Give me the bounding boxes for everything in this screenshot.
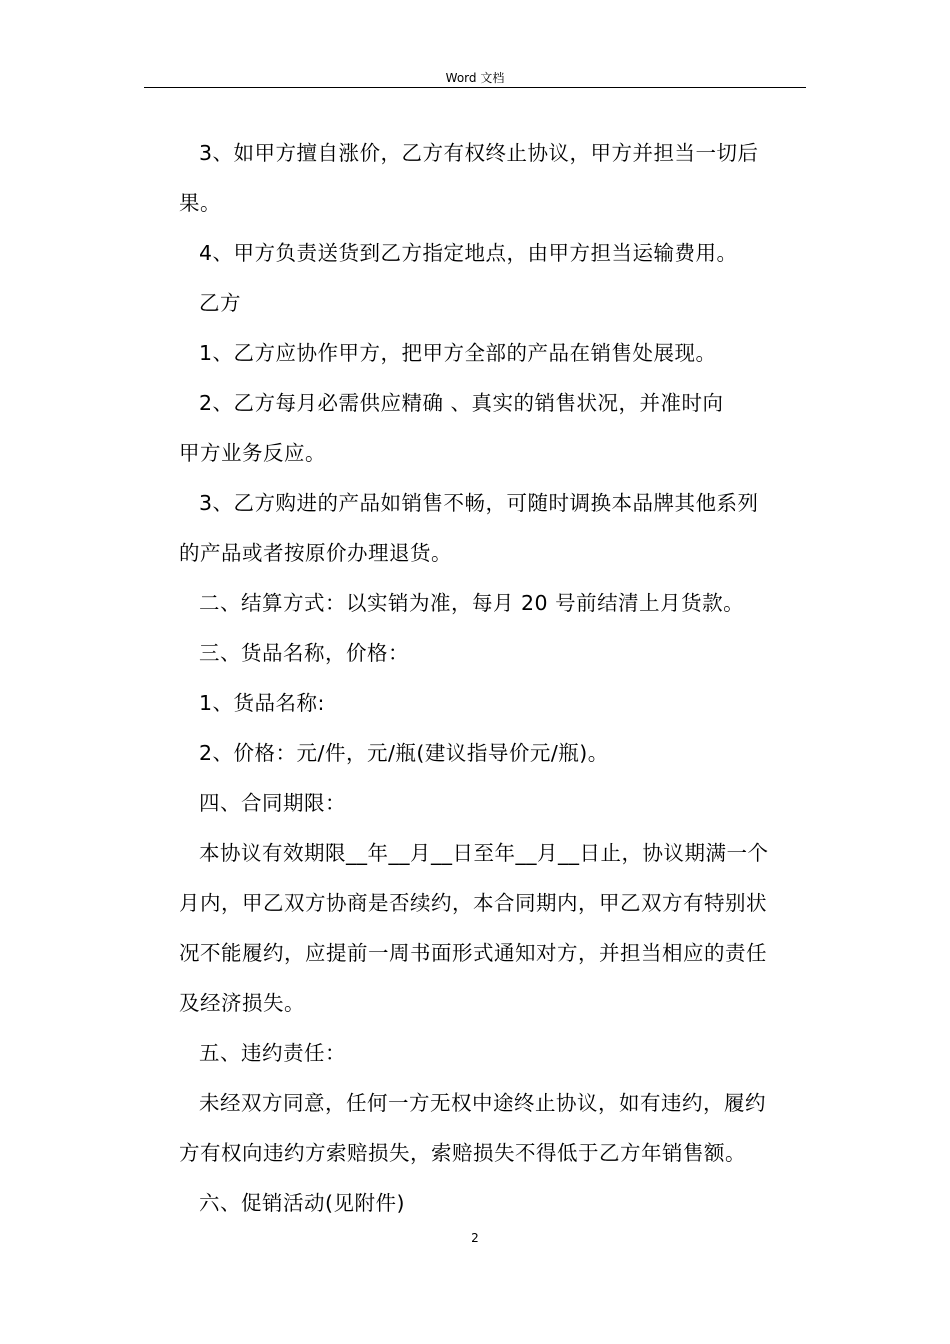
page-number: 2 [471,1231,479,1245]
paragraph-line: 3、乙方购进的产品如销售不畅，可随时调换本品牌其他系列 [199,491,759,515]
paragraph-line: 1、货品名称: [199,691,325,715]
paragraph-line: 甲方业务反应。 [179,441,326,465]
paragraph-line: 乙方 [199,291,241,315]
paragraph-line: 2、乙方每月必需供应精确 、真实的销售状况，并准时向 [199,391,724,415]
paragraph-line: 2、价格：元/件，元/瓶(建议指导价元/瓶)。 [199,741,609,765]
paragraph-line: 3、如甲方擅自涨价，乙方有权终止协议，甲方并担当一切后 [199,141,759,165]
paragraph-line: 方有权向违约方索赔损失，索赔损失不得低于乙方年销售额。 [179,1141,746,1165]
paragraph-line: 的产品或者按原价办理退货。 [179,541,452,565]
paragraph-line: 三、货品名称，价格： [199,641,409,665]
paragraph-line: 二、结算方式：以实销为准，每月 20 号前结清上月货款。 [199,591,745,615]
paragraph-line: 果。 [179,191,221,215]
header-divider [144,87,806,88]
paragraph-line: 本协议有效期限__年__月__日至年__月__日止，协议期满一个 [199,841,769,865]
paragraph-line: 月内，甲乙双方协商是否续约，本合同期内，甲乙双方有特别状 [179,891,767,915]
paragraph-line: 四、合同期限： [199,791,346,815]
paragraph-line: 及经济损失。 [179,991,305,1015]
paragraph-line: 未经双方同意，任何一方无权中途终止协议，如有违约，履约 [199,1091,766,1115]
paragraph-line: 况不能履约，应提前一周书面形式通知对方，并担当相应的责任 [179,941,767,965]
paragraph-line: 4、甲方负责送货到乙方指定地点，由甲方担当运输费用。 [199,241,738,265]
paragraph-line: 六、促销活动(见附件) [199,1191,405,1215]
paragraph-line: 五、违约责任： [199,1041,346,1065]
paragraph-line: 1、乙方应协作甲方，把甲方全部的产品在销售处展现。 [199,341,717,365]
header-title: Word 文档 [445,71,505,85]
